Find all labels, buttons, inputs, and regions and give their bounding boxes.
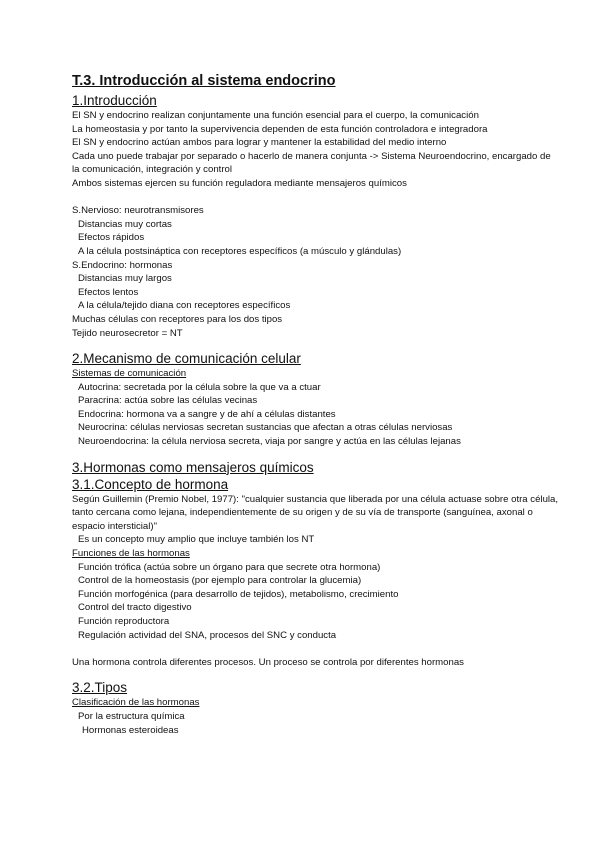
section-heading-concepto: 3.1.Concepto de hormona xyxy=(72,476,229,492)
spacer xyxy=(72,191,560,205)
section-heading-mecanismo: 2.Mecanismo de comunicación celular xyxy=(72,351,301,367)
list-item: Efectos lentos xyxy=(78,286,139,298)
quote-paragraph: Según Guillemin (Premio Nobel, 1977): "cualquier sustancia que liberada por una célula actuase sobre otra célula, tanto cercana como lejana, independientemente de su origen y de su vía de transporte (sanguínea, axonal o espacio intersticial)" xyxy=(72,493,559,532)
list-item: Autocrina: secretada por la célula sobre la que va a ctuar xyxy=(78,381,321,393)
paragraph-line: Cada uno puede trabajar por separado o hacerlo de manera conjunta -> Sistema Neuroendocrino, encargado de la comunicación, integración y control xyxy=(72,150,551,176)
paragraph-line: El SN y endocrino realizan conjuntamente una función esencial para el cuerpo, la comunicación xyxy=(72,110,479,121)
nervioso-title: S.Nervioso: neurotransmisores xyxy=(72,205,204,217)
list-item: A la célula postsináptica con receptores específicos (a músculo y glándulas) xyxy=(78,245,402,257)
paragraph-line: El SN y endocrino actúan ambos para lograr y mantener la estabilidad del medio interno xyxy=(72,137,447,149)
endocrino-title: S.Endocrino: hormonas xyxy=(72,259,173,271)
list-item: Regulación actividad del SNA, procesos del SNC y conducta xyxy=(78,629,337,641)
list-item: Es un concepto muy amplio que incluye también los NT xyxy=(78,534,315,546)
list-item: Distancias muy largos xyxy=(78,273,172,285)
section-heading-introduccion: 1.Introducción xyxy=(72,93,157,108)
list-item: Endocrina: hormona va a sangre y de ahí a células distantes xyxy=(78,408,336,420)
list-item: Función morfogénica (para desarrollo de tejidos), metabolismo, crecimiento xyxy=(78,588,399,600)
list-item: Distancias muy cortas xyxy=(78,218,172,230)
paragraph-line: La homeostasia y por tanto la supervivencia dependen de esta función controladora e integradora xyxy=(72,123,488,135)
spacer xyxy=(72,642,560,656)
paragraph-line: Tejido neurosecretor = NT xyxy=(72,327,183,339)
list-item: Efectos rápidos xyxy=(78,232,145,244)
paragraph-line: Ambos sistemas ejercen su función reguladora mediante mensajeros químicos xyxy=(72,177,407,189)
subsection-label: Funciones de las hormonas xyxy=(72,548,190,560)
list-item: A la célula/tejido diana con receptores específicos xyxy=(78,300,291,312)
list-item: Control de la homeostasis (por ejemplo para controlar la glucemia) xyxy=(78,575,362,587)
list-item: Neuroendocrina: la célula nerviosa secreta, viaja por sangre y actúa en las células lejanas xyxy=(78,436,461,448)
subsection-label: Clasificación de las hormonas xyxy=(72,697,200,709)
list-item: Control del tracto digestivo xyxy=(78,602,192,614)
list-item: Función reproductora xyxy=(78,616,170,627)
subsection-label: Sistemas de comunicación xyxy=(72,368,187,380)
list-item: Neurocrina: células nerviosas secretan sustancias que afectan a otras células nerviosas xyxy=(78,422,453,434)
list-item: Por la estructura química xyxy=(78,710,185,722)
summary-line: Una hormona controla diferentes procesos. Un proceso se controla por diferentes hormonas xyxy=(72,656,464,668)
section-heading-hormonas: 3.Hormonas como mensajeros químicos xyxy=(72,459,314,475)
document-title: T.3. Introducción al sistema endocrino xyxy=(72,73,336,89)
list-item: Hormonas esteroideas xyxy=(82,724,179,736)
list-item: Paracrina: actúa sobre las células vecinas xyxy=(78,395,258,407)
section-heading-tipos: 3.2.Tipos xyxy=(72,680,128,696)
list-item: Función trófica (actúa sobre un órgano para que secrete otra hormona) xyxy=(78,561,381,573)
paragraph-line: Muchas células con receptores para los dos tipos xyxy=(72,313,283,325)
